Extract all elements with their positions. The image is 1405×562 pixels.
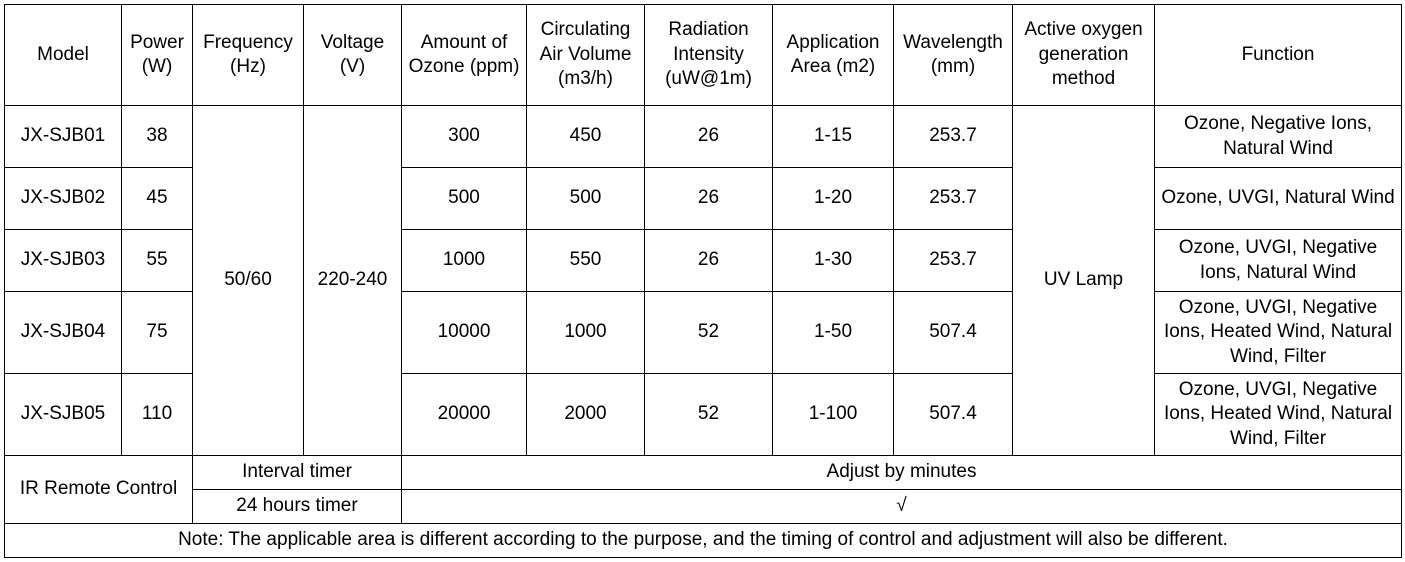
note-text: Note: The applicable area is different according to the purpose, and the timing of control and adjustment will also be different. (5, 524, 1402, 558)
remote-24h-row (5, 490, 1402, 524)
header-row (5, 5, 1402, 106)
cell-power: 75 (122, 292, 193, 374)
cell-power: 110 (122, 374, 193, 456)
spec-table (4, 4, 1402, 558)
cell-radiation: 26 (645, 106, 773, 168)
header-air-volume: Circulating Air Volume (m3/h) (527, 5, 645, 106)
table-row (5, 106, 1402, 168)
cell-wavelength: 507.4 (894, 292, 1013, 374)
cell-function: Ozone, UVGI, Natural Wind (1155, 168, 1402, 230)
interval-timer-label: Interval timer (193, 456, 402, 490)
cell-ozone: 10000 (402, 292, 527, 374)
cell-frequency: 50/60 (193, 106, 304, 456)
cell-air-volume: 450 (527, 106, 645, 168)
remote-control-label: IR Remote Control (5, 456, 193, 524)
timer-24h-value: √ (402, 490, 1402, 524)
cell-air-volume: 550 (527, 230, 645, 292)
header-ozone: Amount of Ozone (ppm) (402, 5, 527, 106)
cell-wavelength: 507.4 (894, 374, 1013, 456)
cell-wavelength: 253.7 (894, 168, 1013, 230)
cell-wavelength: 253.7 (894, 106, 1013, 168)
cell-model: JX-SJB02 (5, 168, 122, 230)
cell-radiation: 26 (645, 168, 773, 230)
cell-power: 55 (122, 230, 193, 292)
header-area: Application Area (m2) (773, 5, 894, 106)
header-radiation: Radiation Intensity (uW@1m) (645, 5, 773, 106)
cell-power: 38 (122, 106, 193, 168)
cell-ozone: 500 (402, 168, 527, 230)
cell-power: 45 (122, 168, 193, 230)
remote-interval-row (5, 456, 1402, 490)
cell-voltage: 220-240 (304, 106, 402, 456)
header-model: Model (5, 5, 122, 106)
cell-ozone: 300 (402, 106, 527, 168)
cell-area: 1-20 (773, 168, 894, 230)
header-power: Power (W) (122, 5, 193, 106)
cell-function: Ozone, UVGI, Negative Ions, Heated Wind, Natural Wind, Filter (1155, 374, 1402, 456)
header-function: Function (1155, 5, 1402, 106)
cell-model: JX-SJB03 (5, 230, 122, 292)
cell-radiation: 52 (645, 374, 773, 456)
cell-radiation: 52 (645, 292, 773, 374)
cell-area: 1-50 (773, 292, 894, 374)
cell-function: Ozone, Negative Ions, Natural Wind (1155, 106, 1402, 168)
header-frequency: Frequency (Hz) (193, 5, 304, 106)
cell-function: Ozone, UVGI, Negative Ions, Heated Wind, Natural Wind, Filter (1155, 292, 1402, 374)
cell-area: 1-15 (773, 106, 894, 168)
cell-air-volume: 1000 (527, 292, 645, 374)
cell-model: JX-SJB05 (5, 374, 122, 456)
cell-area: 1-100 (773, 374, 894, 456)
note-row (5, 524, 1402, 558)
header-voltage: Voltage (V) (304, 5, 402, 106)
header-oxygen-method: Active oxygen generation method (1013, 5, 1155, 106)
cell-air-volume: 500 (527, 168, 645, 230)
timer-24h-label: 24 hours timer (193, 490, 402, 524)
cell-model: JX-SJB04 (5, 292, 122, 374)
cell-ozone: 1000 (402, 230, 527, 292)
cell-radiation: 26 (645, 230, 773, 292)
header-wavelength: Wavelength (mm) (894, 5, 1013, 106)
cell-ozone: 20000 (402, 374, 527, 456)
cell-area: 1-30 (773, 230, 894, 292)
cell-oxygen-method: UV Lamp (1013, 106, 1155, 456)
cell-wavelength: 253.7 (894, 230, 1013, 292)
cell-function: Ozone, UVGI, Negative Ions, Natural Wind (1155, 230, 1402, 292)
cell-model: JX-SJB01 (5, 106, 122, 168)
cell-air-volume: 2000 (527, 374, 645, 456)
interval-timer-value: Adjust by minutes (402, 456, 1402, 490)
